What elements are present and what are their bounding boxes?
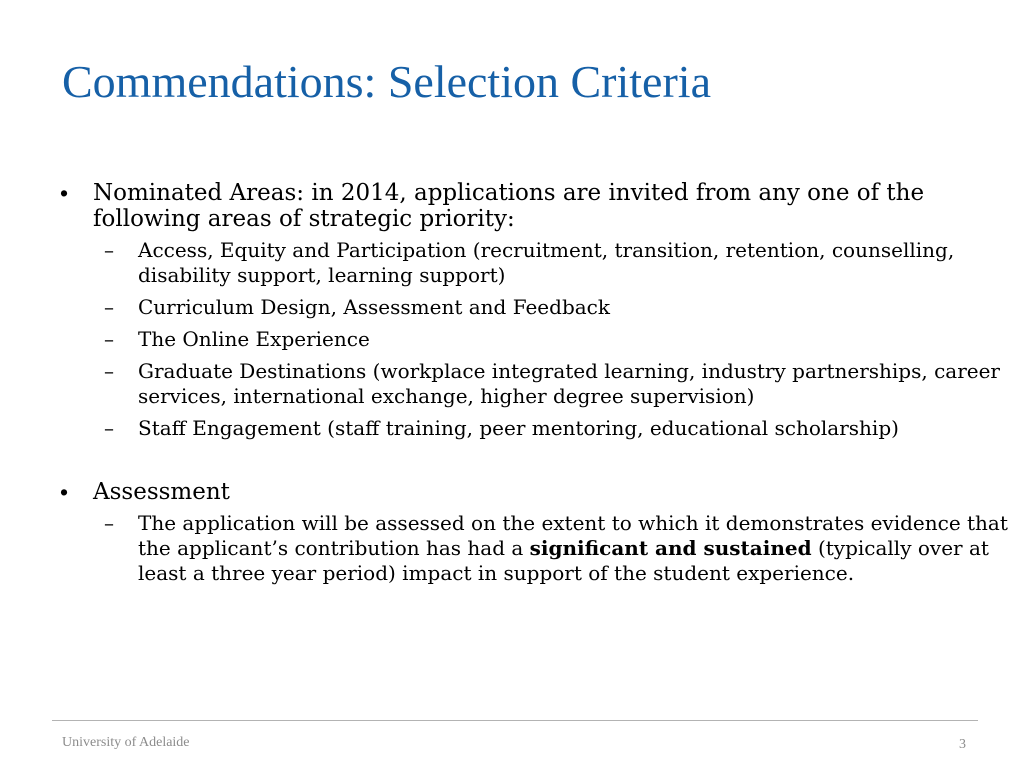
assessment-text-emphasis: significant and sustained <box>529 536 812 560</box>
list-item-staff-engagement <box>104 416 1010 441</box>
list-item-text: The Online Experience <box>138 327 370 351</box>
dash-marker: – <box>104 295 114 319</box>
list-item-assessment-description <box>104 511 1010 586</box>
page-number: 3 <box>959 737 966 752</box>
list-item-online-experience <box>104 327 1010 352</box>
list-item-text: Staff Engagement (staff training, peer mentoring, educational scholarship) <box>138 416 899 440</box>
dash-marker: – <box>104 416 114 440</box>
list-item-graduate-destinations <box>104 359 1010 409</box>
dash-marker: – <box>104 511 114 535</box>
footer-divider <box>52 720 978 721</box>
bullet-marker: • <box>60 180 69 206</box>
bullet-marker: • <box>60 479 69 505</box>
dash-marker: – <box>104 238 114 262</box>
assessment-list <box>104 511 1010 586</box>
bullet-nominated-areas <box>60 180 1010 232</box>
list-item-text: Access, Equity and Participation (recruitment, transition, retention, counselling, disability support, learning support) <box>138 238 955 287</box>
bullet-text: Assessment <box>93 479 230 505</box>
nominated-areas-list <box>104 238 1010 441</box>
assessment-text-start: The application will be assessed on the extent to which it demonstrates evidence that the applicant’s contribution has had a <box>138 511 1008 560</box>
dash-marker: – <box>104 327 114 351</box>
assessment-text-end: (typically over at least a three year period) impact in support of the student experience. <box>138 536 989 585</box>
bullet-assessment <box>60 479 1010 505</box>
bullet-text: Nominated Areas: in 2014, applications are invited from any one of the following areas of strategic priority: <box>93 180 925 232</box>
dash-marker: – <box>104 359 114 383</box>
list-item-curriculum-design <box>104 295 1010 320</box>
footer-institution: University of Adelaide <box>62 735 190 750</box>
slide-title: Commendations: Selection Criteria <box>62 56 711 107</box>
slide-content <box>60 180 1010 593</box>
list-item-text: Curriculum Design, Assessment and Feedback <box>138 295 610 319</box>
list-item-text: Graduate Destinations (workplace integrated learning, industry partnerships, career services, international exchange, higher degree supervision) <box>138 359 1000 408</box>
list-item-access-equity <box>104 238 1010 288</box>
